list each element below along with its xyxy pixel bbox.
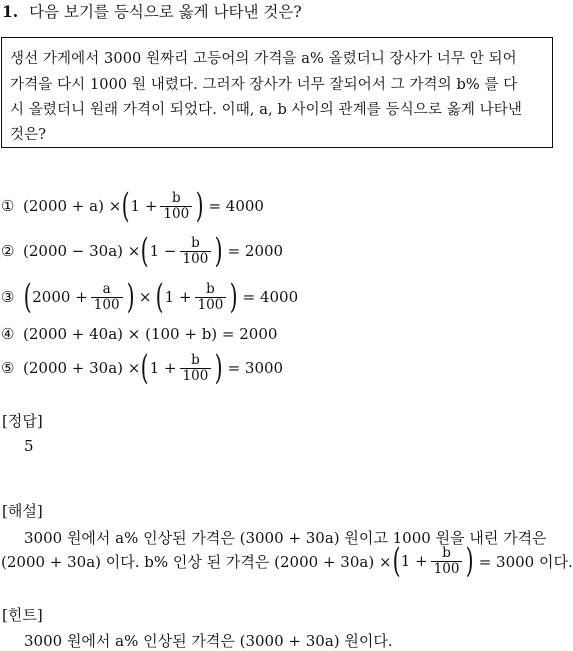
explanation-fraction <box>431 546 463 575</box>
left-paren-icon: ( <box>23 277 32 317</box>
option-5-inner: 1 + <box>149 359 177 377</box>
problem-line-4: 것은? <box>10 127 47 143</box>
question-header <box>2 0 302 22</box>
fraction-denominator: 100 <box>160 206 192 221</box>
explanation-line-2-post: = 3000 이다. <box>478 552 573 571</box>
question-number: 1. <box>2 2 19 21</box>
option-5-post: = 3000 <box>227 359 284 377</box>
option-4-text: (2000 + 40a) × (100 + b) = 2000 <box>23 325 278 343</box>
option-3-fraction <box>195 282 227 311</box>
explanation-line-2 <box>1 541 573 581</box>
right-paren-icon: ) <box>214 231 223 271</box>
option-5-pre: (2000 + 30a) × <box>23 359 141 377</box>
right-paren-icon: ) <box>466 541 475 581</box>
explanation-line-2-inner: 1 + <box>400 552 428 570</box>
option-5[interactable] <box>1 348 284 388</box>
option-3-pre-inner: 2000 + <box>32 288 88 306</box>
fraction-numerator: b <box>442 545 451 562</box>
right-paren-icon: ) <box>214 348 223 388</box>
left-paren-icon: ( <box>392 541 401 581</box>
left-paren-icon: ( <box>141 231 149 271</box>
option-4[interactable] <box>1 325 277 343</box>
left-paren-icon: ( <box>121 186 130 226</box>
fraction-numerator: b <box>191 352 200 369</box>
option-3[interactable] <box>1 277 299 317</box>
fraction-numerator: a <box>102 281 111 298</box>
problem-line-2: 가격을 다시 1000 원 내렸다. 그러자 장사가 너무 잘되어서 그 가격의 b% 를 다 <box>10 77 518 93</box>
option-2-marker: ② <box>1 242 15 260</box>
option-2-post: = 2000 <box>227 242 284 260</box>
right-paren-icon: ) <box>195 186 204 226</box>
option-1-inner: 1 + <box>130 197 158 215</box>
fraction-denominator: 100 <box>180 251 212 266</box>
question-text: 다음 보기를 등식으로 옳게 나타낸 것은? <box>29 3 302 21</box>
option-2-fraction <box>180 236 212 265</box>
problem-line-1: 생선 가게에서 3000 원짜리 고등어의 가격을 a% 올렸더니 장사가 너무 안 되어 <box>10 51 517 67</box>
fraction-numerator: b <box>191 235 200 252</box>
option-5-fraction <box>180 353 212 382</box>
option-1-marker: ① <box>1 197 15 215</box>
fraction-denominator: 100 <box>431 561 463 576</box>
option-3-pre-fraction <box>91 282 123 311</box>
option-3-mid: × <box>138 288 152 306</box>
hint-label: [힌트] <box>2 606 43 624</box>
option-2-inner: 1 − <box>149 242 177 260</box>
option-3-inner: 1 + <box>164 288 192 306</box>
answer-value: 5 <box>24 437 34 455</box>
left-paren-icon: ( <box>156 277 165 317</box>
right-paren-icon: ) <box>229 277 238 317</box>
option-1-pre: (2000 + a) × <box>23 197 122 215</box>
option-2-pre: (2000 − 30a) × <box>23 242 141 260</box>
fraction-numerator: b <box>206 281 215 298</box>
fraction-denominator: 100 <box>91 297 123 312</box>
problem-line-3: 시 올렸더니 원래 가격이 되었다. 이때, a, b 사이의 관계를 등식으로 옳게 나타낸 <box>10 102 522 118</box>
hint-text: 3000 원에서 a% 인상된 가격은 (3000 + 30a) 원이다. <box>24 632 393 650</box>
option-3-marker: ③ <box>1 288 15 306</box>
option-1[interactable] <box>1 186 264 226</box>
option-1-post: = 4000 <box>208 197 264 215</box>
answer-label: [정답] <box>2 412 43 430</box>
option-1-fraction <box>160 191 192 220</box>
fraction-denominator: 100 <box>180 368 212 383</box>
problem-box <box>1 37 553 148</box>
option-3-post: = 4000 <box>242 288 299 306</box>
option-2[interactable] <box>1 231 284 271</box>
explanation-label: [해설] <box>2 502 43 520</box>
left-paren-icon: ( <box>141 348 149 388</box>
explanation-line-1: 3000 원에서 a% 인상된 가격은 (3000 + 30a) 원이고 1000 원을 내린 가격은 <box>24 529 547 547</box>
fraction-numerator: b <box>171 190 181 207</box>
explanation-line-2-pre: (2000 + 30a) 이다. b% 인상 된 가격은 (2000 + 30a) × <box>1 552 392 571</box>
fraction-denominator: 100 <box>195 297 227 312</box>
option-5-marker: ⑤ <box>1 359 15 377</box>
option-4-marker: ④ <box>1 325 15 343</box>
right-paren-icon: ) <box>126 277 135 317</box>
